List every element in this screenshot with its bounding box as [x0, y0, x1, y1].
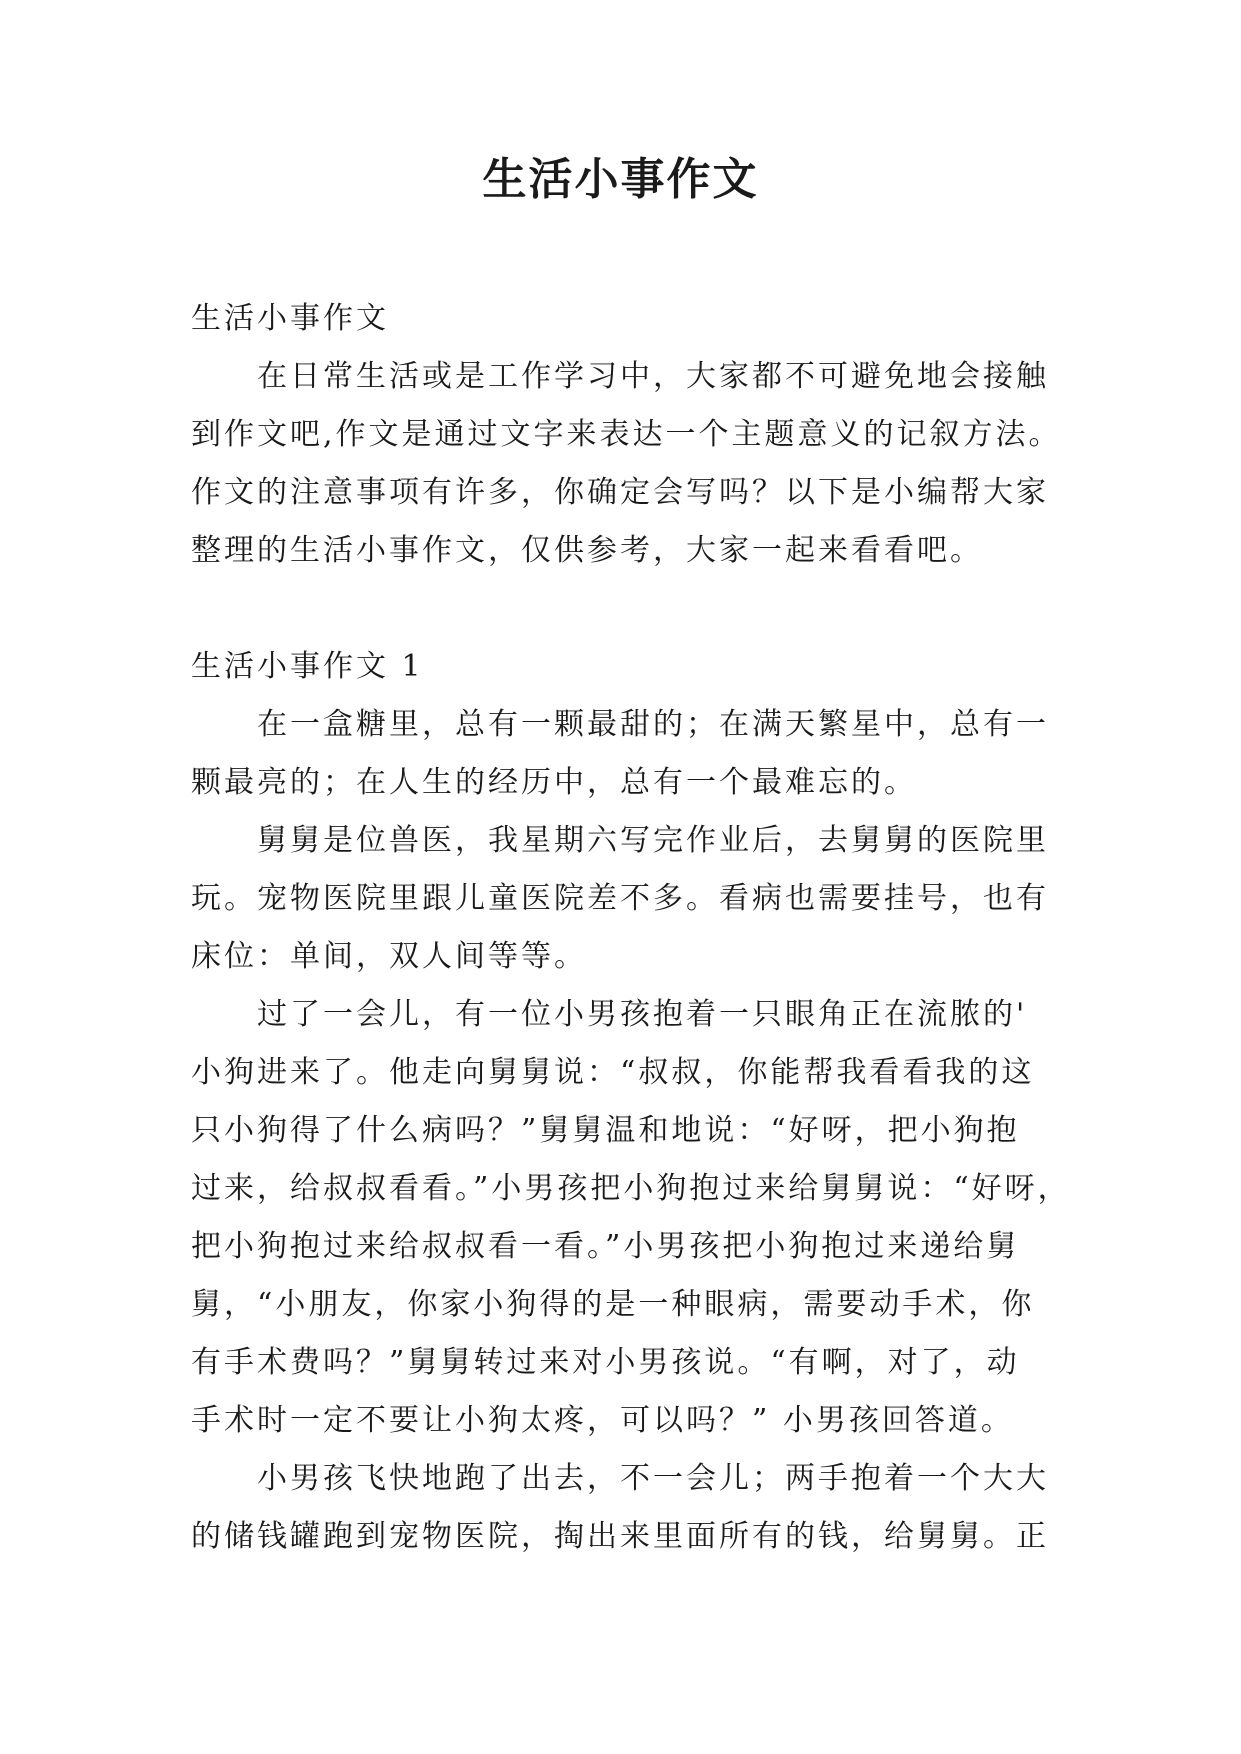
section-heading: 生活小事作文 1 — [191, 649, 424, 684]
text-line: 手术时一定不要让小狗太疼，可以吗？” 小男孩回答道。 — [191, 1403, 1014, 1438]
text-line: 到作文吧,作文是通过文字来表达一个主题意义的记叙方法。 — [191, 417, 1062, 452]
text-line: 整理的生活小事作文，仅供参考，大家一起来看看吧。 — [191, 533, 983, 568]
document-body — [191, 290, 1071, 1566]
text-line: 把小狗抱过来给叔叔看一看。”小男孩把小狗抱过来递给舅 — [191, 1229, 1020, 1264]
text-line: 玩。宠物医院里跟儿童医院差不多。看病也需要挂号，也有 — [191, 881, 1049, 916]
text-line: 在日常生活或是工作学习中，大家都不可避免地会接触 — [191, 359, 1049, 394]
text-line: 在一盒糖里，总有一颗最甜的；在满天繁星中，总有一 — [191, 707, 1049, 742]
text-line: 生活小事作文 — [191, 301, 389, 336]
text-line: 舅，“小朋友，你家小狗得的是一种眼病，需要动手术，你 — [191, 1287, 1035, 1322]
paragraph-gap — [191, 580, 1066, 638]
document-title: 生活小事作文 — [482, 154, 759, 205]
text-line: 颗最亮的；在人生的经历中，总有一个最难忘的。 — [191, 765, 917, 800]
text-line: 小狗进来了。他走向舅舅说：“叔叔，你能帮我看看我的这 — [191, 1055, 1035, 1090]
text-line: 只小狗得了什么病吗？”舅舅温和地说：“好呀，把小狗抱 — [191, 1113, 1020, 1148]
text-line: 舅舅是位兽医，我星期六写完作业后，去舅舅的医院里 — [191, 823, 1049, 858]
text-line: 作文的注意事项有许多，你确定会写吗？以下是小编帮大家 — [191, 475, 1049, 510]
text-line: 小男孩飞快地跑了出去，不一会儿；两手抱着一个大大 — [191, 1461, 1049, 1496]
text-line: 的储钱罐跑到宠物医院，掏出来里面所有的钱，给舅舅。正 — [191, 1519, 1049, 1554]
text-line: 床位：单间，双人间等等。 — [191, 939, 587, 974]
text-line: 过了一会儿，有一位小男孩抱着一只眼角正在流脓的' — [191, 997, 1028, 1032]
text-line: 过来，给叔叔看看。”小男孩把小狗抱过来给舅舅说：“好呀， — [191, 1171, 1071, 1206]
text-line: 有手术费吗？”舅舅转过来对小男孩说。“有啊，对了，动 — [191, 1345, 1020, 1380]
